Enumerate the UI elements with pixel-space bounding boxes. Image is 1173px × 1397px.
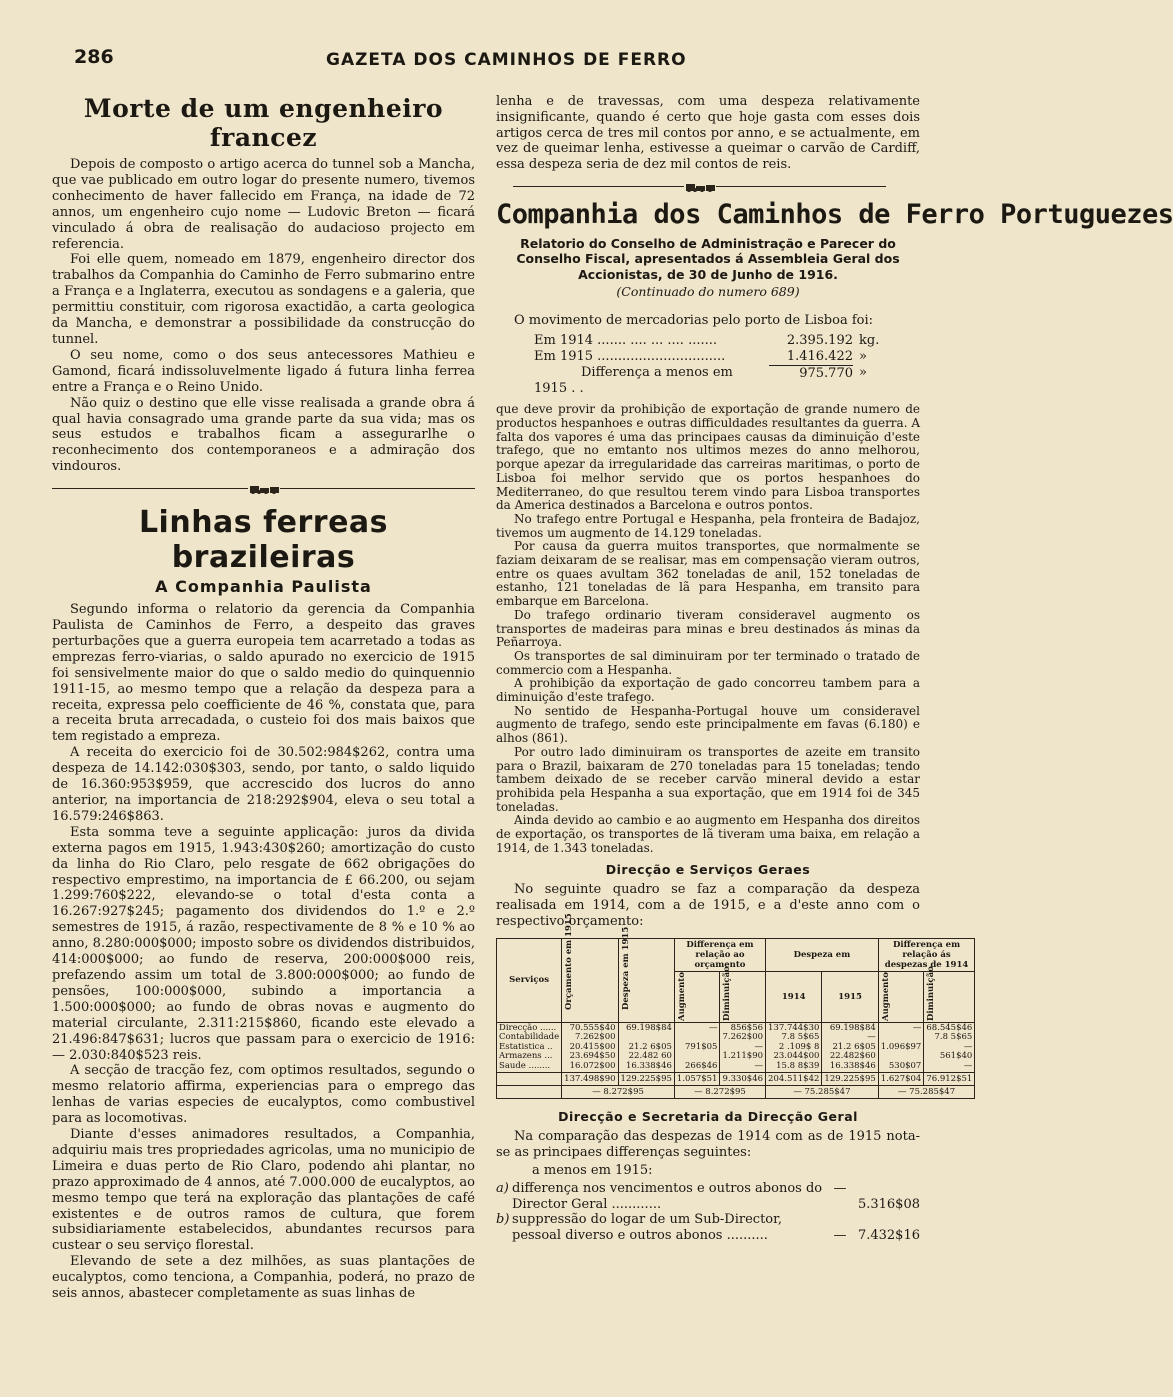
train-ornament-icon [248,482,280,494]
movement-intro: O movimento de mercadorias pelo porto de Lisboa foi: [514,313,874,329]
article3-paragraph: que deve provir da prohibição de exportação de grande numero de productos hespanhoes e outras difficuldades resultantes da guerra. A falta dos vapores é uma das principaes causas da diminuição d'este trafego, que no emtanto nos ultimos mezes do anno melhorou, porque apezar da irregularidade das carreiras maritimas, o porto de Lisboa foi melhor servido que os portos hespanhoes do Mediterraneo, do que resultou terem vindo para Lisboa transportes da America destinados a Barcelona e outros pontos. [496,402,920,513]
article3-title: Companhia dos Caminhos de Ferro Portuguezes [496,198,1173,230]
movement-row: Em 1914 ....... .... ... .... ....... 2.395.192 kg. [534,333,880,349]
train-separator [52,481,475,495]
article3-paragraph: No trafego entre Portugal e Hespanha, pela fronteira de Badajoz, tivemos um augmento de 14.129 toneladas. [496,511,920,540]
col-servicos: Serviços [497,938,562,1022]
table-net-row: — 8.272$95 — 8.272$95 — 75.285$47 — 75.285$47 [497,1086,975,1099]
section2-sub: a menos em 1915: [532,1162,653,1178]
article3-paragraph: Do trafego ordinario tiveram consideravel augmento os transportes de madeiras para minas e breu destinados ás minas da Peñarroya. [496,607,920,650]
page-number: 286 [74,46,114,68]
train-separator [513,179,886,193]
table-row: Direcção ...... Contabilidade Estatistica .. Armazens ... Saude ........ 70.555$40 7.262$00 20.415$00 23.694$50 16.072$00 69.198$84 21.2 6$05 22.482 60 16.338$46 — 791$05 266$46 856$56 7.262$00 — 1.211$90 — 137.744$30 7.8 5$65 2 .109$ 8 23.044$00 15.8 8$39 69.198$84 — 21.2 6$05 22.482$60 16.338$46 — 1.096$97 530$07 68.545$46 7.8 5$65 — 561$40 — [497,1022,975,1073]
article2-paragraph: Diante d'esses animadores resultados, a Companhia, adquiriu mais tres propriedades agricolas, uma no municipio de Limeira e duas perto de Rio Claro, podendo ahi plantar, no prazo approximado de 4 annos, até 7.000.000 de eucalyptos, ao mesmo tempo que terá na exploração das plantações de café existentes e de outros ramos de cultura, que forem subsidiariamente estabelecidos, abundantes recursos para custear o seu serviço florestal. [52,1127,475,1254]
movement-table [534,333,920,397]
article2-title: Linhas ferreas brazileiras [138,505,389,576]
col-orcamento: Orçamento em 1915 [562,938,618,1022]
article3-paragraph: No sentido de Hespanha-Portugal houve um consideravel augmento de trafego, sendo este principalmente em favas (6.180) e alhos (861). [496,703,920,746]
col-despeza-em: Despeza em [766,938,879,971]
article3-body [496,403,920,855]
col-despeza-1915: Despeza em 1915 [618,938,674,1022]
article1-paragraph: O seu nome, como o dos seus antecessores Mathieu e Gamond, ficará indissoluvelmente ligado á futura linha ferrea entre a França e o Reino Unido. [52,347,475,395]
train-ornament-icon [684,180,716,192]
article2-paragraph: Esta somma teve a seguinte applicação: juros da divida externa pagos em 1915, 1.943:430$260; amortização do custo da linha do Rio Claro, pelo resgate de 662 obrigações do respectivo emprestimo, na importancia de £ 66.200, ou sejam 1.299:760$222, elevando-se o total d'esta conta a 16.267:927$245; pagamento dos dividendos do 1.º e 2.º semestres de 1915, á razão, respectivamente de 8 % e 10 % ao anno, 8.280:000$000; imposto sobre os dividendos distribuidos, 414:000$000; ao fundo de reserva, 200:000$000 reis, prefazendo assim um total de 3.800:000$000; ao fundo de pensões, 100:000$000, subindo a importancia a 1.500:000$000; ao fundo de obras novas e augmento do material circulante, 2.311:215$860, ficando este elevado a 21.496:847$631; lucros que passam para o exercicio de 1916: — 2.030:840$523 reis. [52,824,475,1063]
article2-subtitle: A Companhia Paulista [155,577,372,597]
continued-note: (Continuado do numero 689) [616,284,800,300]
col-diff-orcamento: Differença em relação ao orçamento [674,938,765,971]
article3-paragraph: Por outro lado diminuiram os transportes de azeite em transito para o Brazil, baixaram de 270 toneladas para 15 toneladas; tendo tambem deixado de se receber carvão mineral devido a estar prohibida pela Hespanha a sua exportação, que em 1914 foi de 345 toneladas. [496,744,920,814]
differences-list [496,1181,920,1244]
table-totals-row: 137.498$90 129.225$95 1.057$51 9.330$46 204.511$42 129.225$95 1.627$04 76.912$51 [497,1073,975,1086]
section1-title: Direcção e Serviços Geraes [605,862,811,878]
running-title: GAZETA DOS CAMINHOS DE FERRO [326,50,687,70]
section2-title: Direcção e Secretaria da Direcção Geral [558,1109,858,1125]
article1-paragraph: Depois de composto o artigo acerca do tunnel sob a Mancha, que vae publicado em outro logar do presente numero, tivemos conhecimento de haver fallecido em França, na idade de 72 annos, um engenheiro cujo nome — Ludovic Breton — ficará vinculado á obra de realisação do audacioso projecto em referencia. [52,157,475,252]
list-item: b) suppressão do logar de um Sub-Director, pessoal diverso e outros abonos .......... — 7.432$16 [496,1212,920,1244]
article2-paragraph: A receita do exercicio foi de 30.502:984$262, contra uma despeza de 14.142:030$303, sendo, por tanto, o saldo liquido de 16.360:953$959, que accrescido dos lucros do anno anterior, na importancia de 218:292$904, eleva o seu total a 16.579:246$863. [52,745,475,824]
article3-paragraph: Ainda devido ao cambio e ao augmento em Hespanha dos direitos de exportação, os transportes de lã tiveram uma baixa, em relação a 1914, de 1.343 toneladas. [496,813,920,855]
section1-intro: No seguinte quadro se faz a comparação da despeza realisada em 1914, com a de 1915, e a d'este anno com o respectivo orçamento: [496,882,920,930]
article3-subtitle: Relatorio do Conselho de Administração e Parecer do Conselho Fiscal, apresentados á Assembleia Geral dos Accionistas, de 30 de Junho de 1916. [516,235,900,282]
article2-continuation: lenha e de travessas, com uma despeza relativamente insignificante, quando é certo que hoje gasta com esses dois artigos cerca de tres mil contos por anno, e se actualmente, em vez de queimar lenha, estivesse a queimar o carvão de Cardiff, essa despeza seria de dez mil contos de reis. [496,94,920,173]
col-diff-1914: Differença em relação ás despezas de 1914 [878,938,975,971]
section2-intro: Na comparação das despezas de 1914 com as de 1915 nota-se as principaes differenças seguintes: [496,1129,920,1161]
expense-table: Serviços Orçamento em 1915 Despeza em 1915 Differença em relação ao orçamento Despeza em Differença em relação ás despezas de 1914 Augmento Diminuição 1914 1915 Augmento Diminuição Direcção ...... Contabilidade Estatistica .. Armazens ... Saude ........ 70.555$40 7.262$00 20.415$00 23.694$50 16.072$00 69.198$84 21.2 6$05 22.482 60 16.338$46 — 791$05 266$46 856$56 7.262$00 — 1.211$90 — 137.744$30 7.8 5$65 2 .109$ 8 23.044$00 15.8 8$39 69.198$84 — 21.2 6$05 22.482$60 16.338$46 — 1.096$97 530$07 68.545$46 7.8 5$65 — 561$40 — 137.498$90 129.225$95 1.057$51 9.330$46 204.511$42 129.225$95 1.627$04 76.912$51 — 8.272$95 — 8.272$95 — 75.285$47 — 75.285$47 [496,938,975,1100]
article1-title: Morte de um engenheiro francez [83,94,444,152]
article3-paragraph: A prohibição da exportação de gado concorreu tambem para a diminuição d'este trafego. [496,676,920,705]
article1-paragraph: Foi elle quem, nomeado em 1879, engenheiro director dos trabalhos da Companhia do Caminho de Ferro submarino entre a França e a Inglaterra, executou as sondagens e a galeria, que permittiu constituir, com rigorosa exactidão, a carta geologica da Mancha, e demonstrar a possibilidade da construcção do tunnel. [52,252,475,347]
movement-difference-row: Differença a menos em 1915 . . 975.770 » [534,365,867,397]
article2-paragraph: Elevando de sete a dez milhões, as suas plantações de eucalyptos, como tenciona, a Companhia, poderá, no prazo de seis annos, abastecer completamente as suas linhas de [52,1254,475,1302]
movement-row: Em 1915 ............................... 1.416.422 » [534,349,867,365]
right-column [496,94,1173,1244]
left-column [52,94,475,1302]
article1-paragraph: Não quiz o destino que elle visse realisada a grande obra á qual havia consagrado uma grande parte da sua vida; mas os seus estudos e trabalhos ficam a assegurarlhe o reconhecimento dos contemporaneos e a admiração dos vindouros. [52,395,475,475]
list-item: a) differença nos vencimentos e outros abonos do Director Geral ............ — 5.316$08 [496,1180,920,1212]
article2-paragraph: Segundo informa o relatorio da gerencia da Companhia Paulista de Caminhos de Ferro, a despeito das graves perturbações que a guerra europeia tem acarretado a todas as emprezas ferro-viarias, o saldo apurado no exercicio de 1915 foi sensivelmente maior do que o saldo medio do quinquennio 1911-15, ao mesmo tempo que a relação da despeza para a receita, expressa pelo coefficiente de 46 %, constata que, para a receita bruta arrecadada, o custeio foi dos mais baixos que tem registado a empreza. [52,602,475,745]
article2-paragraph: A secção de tracção fez, com optimos resultados, segundo o mesmo relatorio affirma, experiencias para o emprego das lenhas de varias especies de eucalyptos, como combustivel para as locomotivas. [52,1063,475,1127]
article3-paragraph: Os transportes de sal diminuiram por ter terminado o tratado de commercio com a Hespanha. [496,648,920,677]
article3-paragraph: Por causa da guerra muitos transportes, que normalmente se faziam deixaram de se realisar, mas em compensação vieram outros, entre os quaes avultam 362 toneladas de anil, 152 toneladas de estanho, 121 toneladas de lã para Hespanha, em transito para embarque em Barcelona. [496,539,920,609]
